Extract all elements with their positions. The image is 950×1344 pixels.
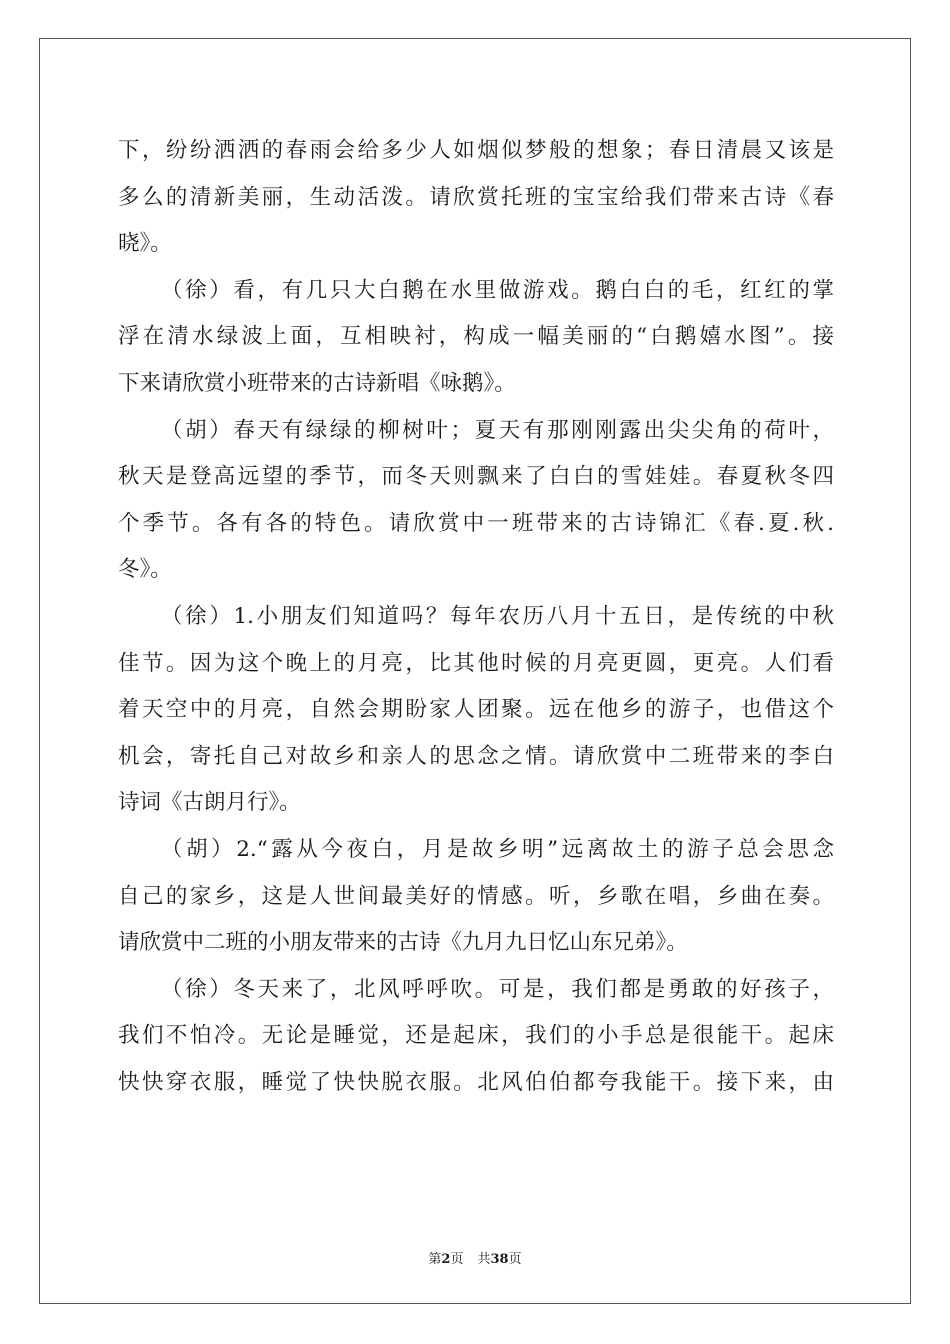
text-line: 多么的清新美丽，生动活泼。请欣赏托班的宝宝给我们带来古诗《春: [118, 184, 834, 210]
text-line: 自己的家乡，这是人世间最美好的情感。听，乡歌在唱，乡曲在奏。: [118, 883, 834, 909]
total-suffix: 页: [508, 1252, 522, 1267]
text-line: （胡）春天有绿绿的柳树叶；夏天有那刚刚露出尖尖角的荷叶，: [161, 417, 834, 443]
text-line: （徐）看，有几只大白鹅在水里做游戏。鹅白白的毛，红红的掌: [161, 277, 834, 303]
total-prefix: 共: [477, 1252, 491, 1267]
page-number: 2: [441, 1252, 451, 1267]
page-prefix: 第: [428, 1252, 442, 1267]
text-line: 下，纷纷洒洒的春雨会给多少人如烟似梦般的想象；春日清晨又该是: [118, 138, 834, 163]
text-line: 着天空中的月亮，自然会期盼家人团聚。远在他乡的游子，也借这个: [118, 697, 834, 723]
text-line: 秋天是登高远望的季节，而冬天则飘来了白白的雪娃娃。春夏秋冬四: [118, 464, 834, 490]
text-line: 下来请欣赏小班带来的古诗新唱《咏鹅》。: [118, 370, 516, 396]
text-line: （徐）1.小朋友们知道吗？每年农历八月十五日，是传统的中秋: [161, 603, 834, 629]
text-line: 冬》。: [118, 557, 172, 583]
page-footer: [0, 1248, 950, 1267]
text-line: 诗词《古朗月行》。: [118, 790, 301, 816]
text-line: 晓》。: [118, 231, 172, 257]
text-line: 浮在清水绿波上面，互相映衬，构成一幅美丽的“白鹅嬉水图”。接: [118, 324, 834, 350]
page-suffix: 页: [450, 1252, 464, 1267]
text-line: 请欣赏中二班的小朋友带来的古诗《九月九日忆山东兄弟》。: [118, 930, 688, 956]
text-line: 佳节。因为这个晚上的月亮，比其他时候的月亮更圆，更亮。人们看: [118, 650, 834, 676]
text-line: 我们不怕冷。无论是睡觉，还是起床，我们的小手总是很能干。起床: [118, 1023, 834, 1049]
text-line: 个季节。各有各的特色。请欣赏中一班带来的古诗锦汇《春.夏.秋.: [118, 510, 834, 536]
total-pages: 38: [490, 1252, 509, 1267]
document-body: [118, 128, 834, 1106]
text-line: （胡）2.“露从今夜白，月是故乡明”远离故土的游子总会思念: [161, 836, 834, 862]
text-line: 机会，寄托自己对故乡和亲人的思念之情。请欣赏中二班带来的李白: [118, 743, 834, 769]
text-line: （徐）冬天来了，北风呼呼吹。可是，我们都是勇敢的好孩子，: [161, 976, 834, 1002]
text-line: 快快穿衣服，睡觉了快快脱衣服。北风伯伯都夸我能干。接下来，由: [118, 1069, 834, 1095]
